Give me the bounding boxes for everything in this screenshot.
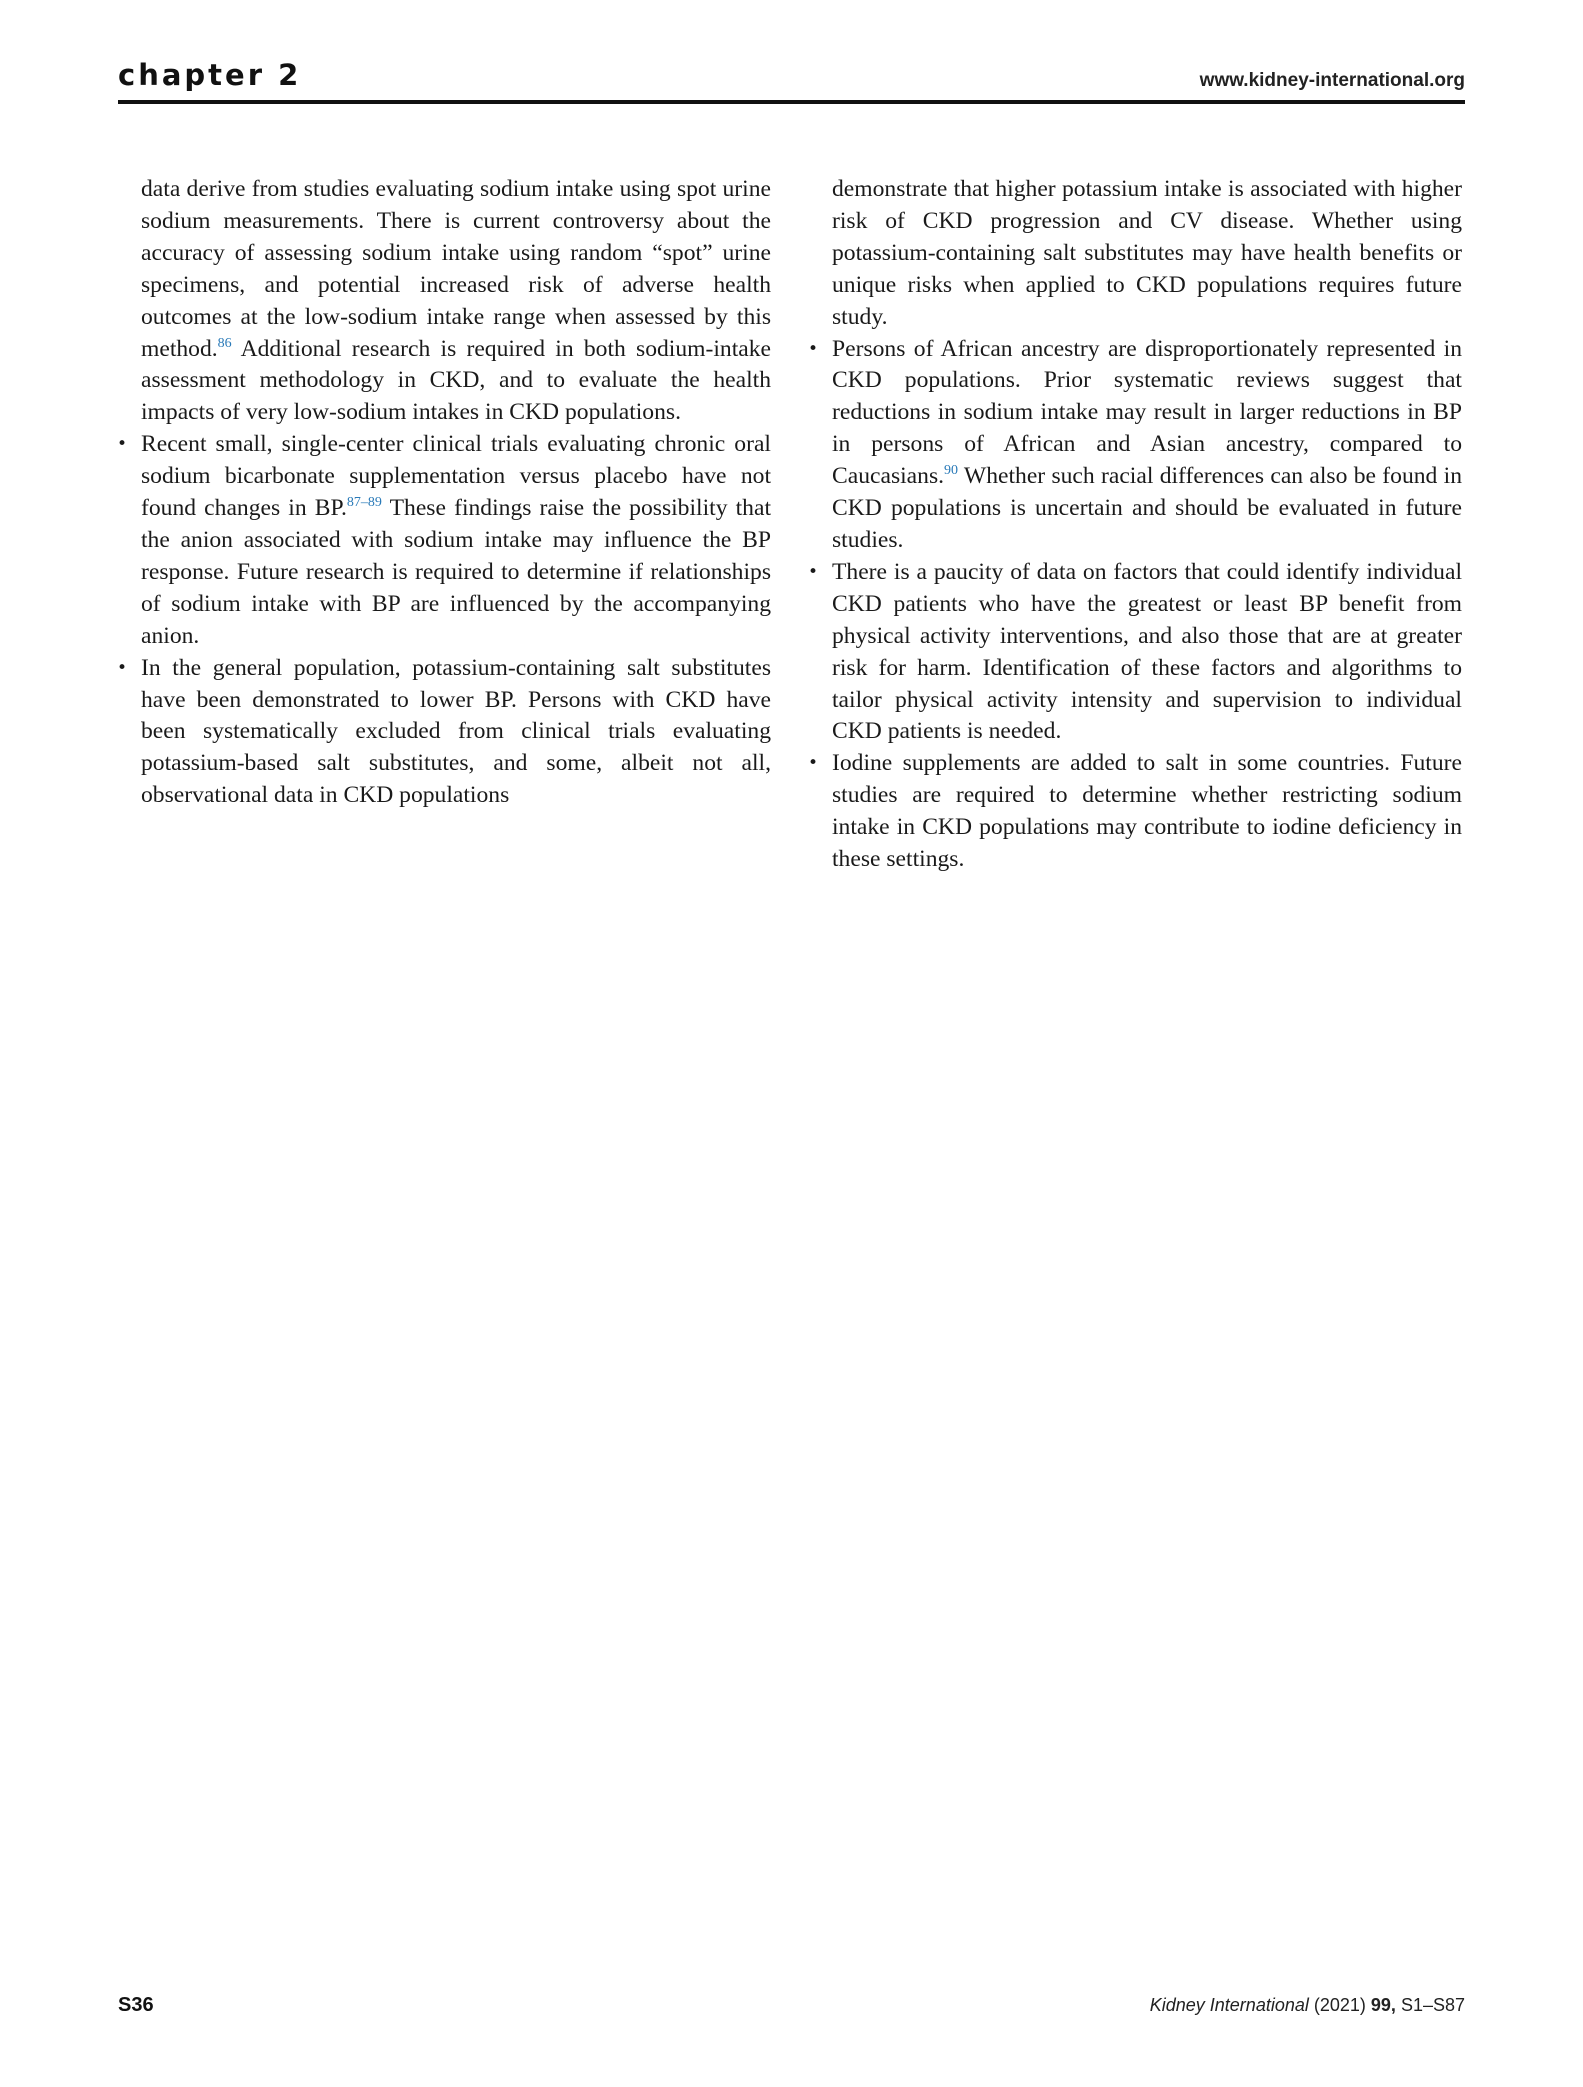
continued-paragraph [141,174,771,429]
continued-paragraph [832,174,1462,334]
bullet-item [832,748,1462,876]
bullet-item [141,653,771,813]
chapter-label: chapter 2 [118,58,302,92]
page-number: S36 [118,1994,154,2016]
journal-year: (2021) [1308,1995,1371,2015]
journal-citation [1150,1995,1465,2016]
reference-link[interactable]: 90 [944,463,959,479]
bullet-text: In the general population, potassium-containing salt substitutes have been demonstrated to lower BP. Persons with CKD have been systematically excluded from clinical trials evaluating potassium-based salt substitutes, and some, albeit not all, observational data in CKD populations [141,654,771,809]
website-url: www.kidney-international.org [1199,70,1465,91]
paragraph-text: Additional research is required in both sodium-intake assessment methodology in CKD, and to evaluate the health impacts of very low-sodium intakes in CKD populations. [141,335,771,426]
reference-link[interactable]: 87–89 [346,495,382,511]
bullet-text: Persons of African ancestry are disproportionately represented in CKD populations. Prior systematic reviews suggest that reductions in sodium intake may result in larger reductions in BP in persons of African and Asian ancestry, compared to Caucasians. [832,335,1462,490]
bullet-text: These findings raise the possibility that the anion associated with sodium intake may influence the BP response. Future research is required to determine if relationships of sodium intake with BP are influenced by the accompanying anion. [141,495,771,649]
right-column [832,174,1462,876]
page-header [118,58,1465,104]
left-column [141,174,771,812]
bullet-text: Whether such racial differences can also be found in CKD populations is uncertain and should be evaluated in future studies. [832,463,1462,553]
journal-volume: 99, [1370,1995,1396,2015]
bullet-text: There is a paucity of data on factors that could identify individual CKD patients who have the greatest or least BP benefit from physical activity interventions, and also those that are at greater risk for harm. Identification of these factors and algorithms to tailor physical activity intensity and supervision to individual CKD patients is needed. [832,558,1462,745]
journal-name: Kidney International [1149,1995,1309,2015]
bullet-item [141,429,771,652]
bullet-text: Iodine supplements are added to salt in some countries. Future studies are required to determine whether restricting sodium intake in CKD populations may contribute to iodine deficiency in these settings. [832,750,1462,873]
bullet-text: Recent small, single-center clinical trials evaluating chronic oral sodium bicarbonate supplementation versus placebo have not found changes in BP. [141,431,771,522]
reference-link[interactable]: 86 [217,335,232,351]
journal-pages: S1–S87 [1395,1995,1465,2015]
bullet-item [832,334,1462,557]
paragraph-text: data derive from studies evaluating sodium intake using spot urine sodium measurements. There is current controversy about the accuracy of assessing sodium intake using random “spot” urine specimens, and potential increased risk of adverse health outcomes at the low-sodium intake range when assessed by this method. [141,176,771,362]
bullet-item [832,557,1462,748]
paragraph-text: demonstrate that higher potassium intake is associated with higher risk of CKD progression and CV disease. Whether using potassium-containing salt substitutes may have health benefits or unique risks when applied to CKD populations requires future study. [832,176,1462,330]
